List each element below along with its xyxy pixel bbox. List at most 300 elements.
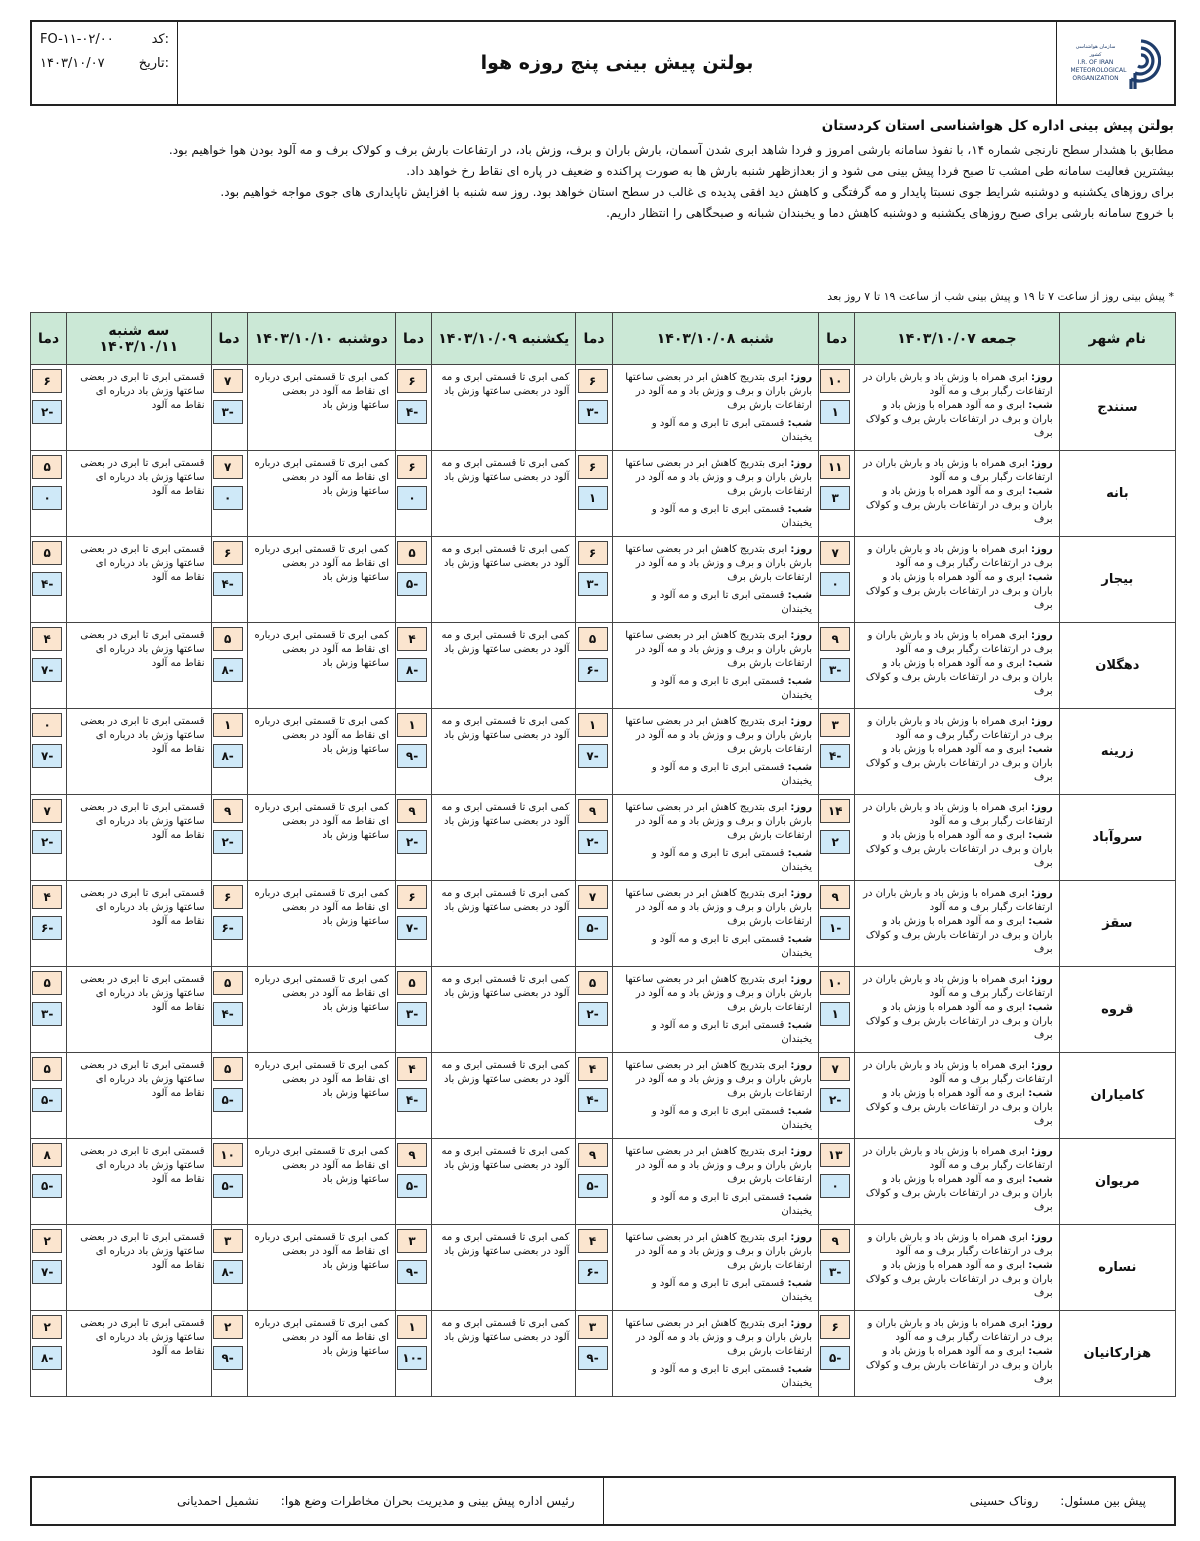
night-label: شب:	[787, 676, 813, 687]
temp-cell	[395, 795, 431, 881]
temp-cell	[819, 1311, 855, 1397]
night-text: ابری و مه آلود همراه با وزش باد و باران و برف در ارتفاعات بارش برف و کولاک برف	[865, 400, 1053, 439]
min-temp: -۴	[397, 400, 427, 424]
max-temp: ۳	[397, 1229, 427, 1253]
night-label: شب:	[1028, 486, 1053, 497]
max-temp: ۶	[578, 369, 608, 393]
night-label: شب:	[1028, 572, 1053, 583]
night-forecast	[619, 847, 813, 875]
night-label: شب:	[1028, 830, 1053, 841]
max-temp: ۷	[213, 369, 243, 393]
temp-column-header: دما	[819, 313, 855, 365]
max-temp: ۹	[213, 799, 243, 823]
forecast-table	[30, 312, 1176, 1397]
forecast-cell: کمی ابری تا قسمتی ابری و مه آلود در بعضی ساعتها وزش باد	[432, 1311, 576, 1397]
max-temp: ۲	[32, 1229, 62, 1253]
max-temp: ۹	[820, 1229, 850, 1253]
forecast-cell	[855, 967, 1060, 1053]
max-temp: ۱۰	[213, 1143, 243, 1167]
forecast-table-body	[31, 365, 1176, 1397]
max-temp: ۶	[397, 369, 427, 393]
max-temp: ۷	[213, 455, 243, 479]
day-label: روز:	[1030, 802, 1053, 813]
day-label: روز:	[790, 1318, 813, 1329]
day-label: روز:	[1030, 888, 1053, 899]
min-temp: -۵	[578, 916, 608, 940]
temp-column-header: دما	[211, 313, 247, 365]
city-name: مریوان	[1059, 1139, 1175, 1225]
day-forecast	[861, 1231, 1053, 1259]
forecast-cell	[855, 1225, 1060, 1311]
day-column-header: جمعه ۱۴۰۳/۱۰/۰۷	[855, 313, 1060, 365]
city-name: سنندج	[1059, 365, 1175, 451]
temp-cell	[31, 623, 67, 709]
night-forecast	[861, 915, 1053, 957]
day-forecast	[861, 801, 1053, 829]
max-temp: ۱۰	[820, 971, 850, 995]
forecast-cell: کمی ابری تا قسمتی ابری و مه آلود در بعضی ساعتها وزش باد	[432, 451, 576, 537]
night-text: قسمتی ابری تا ابری و مه آلود و یخبندان	[651, 590, 813, 615]
night-forecast	[861, 829, 1053, 871]
max-temp: ۹	[578, 1143, 608, 1167]
signature-footer	[30, 1476, 1176, 1526]
max-temp: ۶	[820, 1315, 850, 1339]
max-temp: ۶	[213, 541, 243, 565]
day-label: روز:	[1030, 372, 1053, 383]
max-temp: ۴	[397, 627, 427, 651]
temp-cell	[576, 623, 612, 709]
day-text: ابری بتدریج کاهش ابر در بعضی ساعتها بارش باران و برف و وزش باد و مه آلود در ارتفاعات بارش برف	[625, 802, 813, 841]
max-temp: ۹	[820, 627, 850, 651]
temp-cell	[576, 451, 612, 537]
day-label: روز:	[790, 544, 813, 555]
max-temp: ۷	[820, 541, 850, 565]
min-temp: -۲	[578, 1002, 608, 1026]
forecast-cell: قسمتی ابری تا ابری در بعضی ساعتها وزش باد درباره ای نقاط مه آلود	[67, 881, 211, 967]
temp-cell	[819, 967, 855, 1053]
day-text: ابری بتدریج کاهش ابر در بعضی ساعتها بارش باران و برف و وزش باد و مه آلود در ارتفاعات بارش برف	[625, 888, 813, 927]
night-label: شب:	[1028, 744, 1053, 755]
head-name: نشمیل احمدیانی	[176, 1494, 259, 1508]
day-forecast	[861, 629, 1053, 657]
min-temp: -۶	[213, 916, 243, 940]
night-label: شب:	[1028, 400, 1053, 411]
min-temp: -۴	[820, 744, 850, 768]
code-label: کد:	[151, 32, 169, 47]
day-forecast	[619, 715, 813, 757]
min-temp: -۶	[578, 1260, 608, 1284]
temp-cell	[31, 451, 67, 537]
table-row	[31, 365, 1176, 451]
night-forecast	[861, 1087, 1053, 1129]
night-label: شب:	[1028, 1346, 1053, 1357]
min-temp: ۲	[820, 830, 850, 854]
min-temp: -۱	[820, 916, 850, 940]
day-text: ابری بتدریج کاهش ابر در بعضی ساعتها بارش باران و برف و وزش باد و مه آلود در ارتفاعات بارش برف	[625, 372, 813, 411]
temp-cell	[576, 1139, 612, 1225]
temp-cell	[819, 709, 855, 795]
day-forecast	[619, 801, 813, 843]
night-forecast	[619, 589, 813, 617]
night-text: ابری و مه آلود همراه با وزش باد و باران و برف در ارتفاعات بارش برف و کولاک برف	[865, 1174, 1053, 1213]
intro-section	[40, 118, 1174, 224]
night-forecast	[861, 743, 1053, 785]
max-temp: ۵	[32, 541, 62, 565]
min-temp: -۶	[32, 916, 62, 940]
night-text: قسمتی ابری تا ابری و مه آلود و یخبندان	[651, 762, 813, 787]
forecast-cell	[612, 1053, 819, 1139]
min-temp: -۳	[32, 1002, 62, 1026]
max-temp: ۳	[213, 1229, 243, 1253]
min-temp: -۲	[578, 830, 608, 854]
max-temp: ۷	[32, 799, 62, 823]
day-forecast	[619, 1145, 813, 1187]
night-text: قسمتی ابری تا ابری و مه آلود و یخبندان	[651, 676, 813, 701]
night-text: قسمتی ابری تا ابری و مه آلود و یخبندان	[651, 1020, 813, 1045]
day-forecast	[619, 1059, 813, 1101]
forecast-cell: کمی ابری تا قسمتی ابری درباره ای نقاط مه آلود در بعضی ساعتها وزش باد	[247, 1225, 395, 1311]
temp-cell	[395, 1311, 431, 1397]
max-temp: ۹	[397, 1143, 427, 1167]
min-temp: -۶	[578, 658, 608, 682]
day-text: ابری همراه با وزش باد و بارش باران و برف در ارتفاعات رگبار برف و مه آلود	[867, 716, 1053, 741]
temp-cell	[576, 365, 612, 451]
night-forecast	[619, 1191, 813, 1219]
forecast-cell: کمی ابری تا قسمتی ابری و مه آلود در بعضی ساعتها وزش باد	[432, 881, 576, 967]
night-forecast	[619, 1277, 813, 1305]
max-temp: ۵	[213, 627, 243, 651]
day-label: روز:	[1030, 974, 1053, 985]
temp-cell	[211, 709, 247, 795]
temp-cell	[395, 1225, 431, 1311]
logo-line: I.R. OF IRAN	[1077, 59, 1114, 66]
day-text: ابری بتدریج کاهش ابر در بعضی ساعتها بارش باران و برف و وزش باد و مه آلود در ارتفاعات بارش برف	[625, 1146, 813, 1185]
min-temp: -۵	[32, 1088, 62, 1112]
forecast-cell	[612, 1311, 819, 1397]
forecast-cell: کمی ابری تا قسمتی ابری درباره ای نقاط مه آلود در بعضی ساعتها وزش باد	[247, 537, 395, 623]
night-text: ابری و مه آلود همراه با وزش باد و باران و برف در ارتفاعات بارش برف و کولاک برف	[865, 916, 1053, 955]
temp-cell	[395, 1139, 431, 1225]
city-name: کامیاران	[1059, 1053, 1175, 1139]
temp-cell	[395, 881, 431, 967]
city-name: هزارکانیان	[1059, 1311, 1175, 1397]
temp-cell	[211, 537, 247, 623]
max-temp: ۷	[578, 885, 608, 909]
day-text: ابری همراه با وزش باد و بارش باران در ارتفاعات رگبار برف و مه آلود	[863, 802, 1053, 827]
city-name: سروآباد	[1059, 795, 1175, 881]
min-temp: -۹	[397, 1260, 427, 1284]
max-temp: ۱۳	[820, 1143, 850, 1167]
night-forecast	[619, 1019, 813, 1047]
temp-cell	[819, 1053, 855, 1139]
min-temp: -۹	[578, 1346, 608, 1370]
forecast-cell	[612, 537, 819, 623]
min-temp: -۲	[32, 830, 62, 854]
day-label: روز:	[1030, 458, 1053, 469]
min-temp: -۷	[32, 1260, 62, 1284]
forecast-cell: کمی ابری تا قسمتی ابری درباره ای نقاط مه آلود در بعضی ساعتها وزش باد	[247, 1053, 395, 1139]
forecast-cell	[612, 795, 819, 881]
day-forecast	[861, 1317, 1053, 1345]
table-row	[31, 537, 1176, 623]
city-name: بیجار	[1059, 537, 1175, 623]
min-temp: -۵	[213, 1174, 243, 1198]
min-temp: -۲	[213, 830, 243, 854]
temp-cell	[395, 537, 431, 623]
forecast-cell: قسمتی ابری تا ابری در بعضی ساعتها وزش باد درباره ای نقاط مه آلود	[67, 1139, 211, 1225]
night-forecast	[619, 503, 813, 531]
forecast-cell: کمی ابری تا قسمتی ابری و مه آلود در بعضی ساعتها وزش باد	[432, 1053, 576, 1139]
city-name: سقز	[1059, 881, 1175, 967]
min-temp: -۸	[397, 658, 427, 682]
night-forecast	[861, 657, 1053, 699]
min-temp: -۵	[32, 1174, 62, 1198]
min-temp: -۲	[820, 1088, 850, 1112]
temp-cell	[395, 967, 431, 1053]
max-temp: ۶	[397, 455, 427, 479]
forecast-cell	[855, 1311, 1060, 1397]
min-temp: -۸	[213, 1260, 243, 1284]
max-temp: ۶	[32, 369, 62, 393]
night-text: قسمتی ابری تا ابری و مه آلود و یخبندان	[651, 418, 813, 443]
logo-text	[1070, 43, 1127, 83]
temp-cell	[211, 1139, 247, 1225]
night-label: شب:	[787, 1106, 813, 1117]
day-label: روز:	[1030, 1060, 1053, 1071]
day-text: ابری همراه با وزش باد و بارش باران و برف در ارتفاعات رگبار برف و مه آلود	[867, 1232, 1053, 1257]
day-label: روز:	[1030, 544, 1053, 555]
city-column-header: نام شهر	[1059, 313, 1175, 365]
day-text: ابری بتدریج کاهش ابر در بعضی ساعتها بارش باران و برف و وزش باد و مه آلود در ارتفاعات بارش برف	[625, 1318, 813, 1357]
min-temp: -۸	[213, 744, 243, 768]
day-forecast	[619, 543, 813, 585]
max-temp: ۱	[578, 713, 608, 737]
night-text: قسمتی ابری تا ابری و مه آلود و یخبندان	[651, 1278, 813, 1303]
logo-line: METEOROLOGICAL	[1070, 67, 1127, 74]
day-label: روز:	[790, 1146, 813, 1157]
night-label: شب:	[787, 504, 813, 515]
temp-cell	[576, 1053, 612, 1139]
min-temp: ۱	[578, 486, 608, 510]
min-temp: -۵	[397, 1174, 427, 1198]
night-text: ابری و مه آلود همراه با وزش باد و باران و برف در ارتفاعات بارش برف و کولاک برف	[865, 1260, 1053, 1299]
day-label: روز:	[790, 716, 813, 727]
forecast-time-note: * پیش بینی روز از ساعت ۷ تا ۱۹ و پیش بینی شب از ساعت ۱۹ تا ۷ روز بعد	[827, 290, 1174, 303]
day-label: روز:	[790, 1232, 813, 1243]
night-forecast	[619, 761, 813, 789]
forecast-cell	[612, 1139, 819, 1225]
min-temp: -۲	[397, 830, 427, 854]
day-forecast	[619, 457, 813, 499]
night-label: شب:	[787, 762, 813, 773]
forecast-cell: کمی ابری تا قسمتی ابری و مه آلود در بعضی ساعتها وزش باد	[432, 1225, 576, 1311]
day-forecast	[619, 887, 813, 929]
forecast-cell: کمی ابری تا قسمتی ابری درباره ای نقاط مه آلود در بعضی ساعتها وزش باد	[247, 623, 395, 709]
night-text: ابری و مه آلود همراه با وزش باد و باران و برف در ارتفاعات بارش برف و کولاک برف	[865, 1346, 1053, 1385]
temp-cell	[211, 623, 247, 709]
min-temp: -۷	[32, 744, 62, 768]
forecast-cell	[855, 1139, 1060, 1225]
day-label: روز:	[790, 888, 813, 899]
min-temp: -۷	[397, 916, 427, 940]
max-temp: ۵	[213, 1057, 243, 1081]
temp-cell	[31, 365, 67, 451]
max-temp: ۵	[32, 455, 62, 479]
min-temp: -۱۰	[397, 1346, 427, 1370]
min-temp: ۰	[32, 486, 62, 510]
date-value: ۱۴۰۳/۱۰/۰۷	[40, 56, 105, 71]
forecast-cell: کمی ابری تا قسمتی ابری درباره ای نقاط مه آلود در بعضی ساعتها وزش باد	[247, 1139, 395, 1225]
table-row	[31, 1311, 1176, 1397]
max-temp: ۹	[578, 799, 608, 823]
max-temp: ۲	[32, 1315, 62, 1339]
night-label: شب:	[787, 1278, 813, 1289]
day-label: روز:	[790, 974, 813, 985]
min-temp: -۵	[578, 1174, 608, 1198]
temp-cell	[576, 537, 612, 623]
night-label: شب:	[1028, 1260, 1053, 1271]
day-label: روز:	[1030, 630, 1053, 641]
day-forecast	[861, 371, 1053, 399]
forecast-cell	[612, 1225, 819, 1311]
city-name: دهگلان	[1059, 623, 1175, 709]
day-text: ابری همراه با وزش باد و بارش باران و برف در ارتفاعات رگبار برف و مه آلود	[867, 1318, 1053, 1343]
min-temp: -۴	[32, 572, 62, 596]
day-label: روز:	[1030, 1146, 1053, 1157]
day-text: ابری بتدریج کاهش ابر در بعضی ساعتها بارش باران و برف و وزش باد و مه آلود در ارتفاعات بارش برف	[625, 1060, 813, 1099]
intro-paragraph: مطابق با هشدار سطح نارنجی شماره ۱۴، با نفوذ سامانه بارشی امروز و فردا شاهد ابری شدن آسمان، بارش باران و برف، وزش باد، در ارتفاعات بارش برف و کولاک برف و مه آلود بودن هوا خواهیم بود.	[168, 143, 1174, 157]
temp-cell	[31, 537, 67, 623]
temp-cell	[395, 451, 431, 537]
night-text: قسمتی ابری تا ابری و مه آلود و یخبندان	[651, 848, 813, 873]
night-label: شب:	[1028, 916, 1053, 927]
temp-cell	[31, 881, 67, 967]
temp-cell	[576, 1225, 612, 1311]
temp-cell	[819, 623, 855, 709]
max-temp: ۱۰	[820, 369, 850, 393]
forecast-cell	[612, 881, 819, 967]
day-forecast	[619, 973, 813, 1015]
day-label: روز:	[1030, 716, 1053, 727]
forecast-cell: قسمتی ابری تا ابری در بعضی ساعتها وزش باد درباره ای نقاط مه آلود	[67, 451, 211, 537]
min-temp: -۲	[32, 400, 62, 424]
table-row	[31, 623, 1176, 709]
min-temp: -۴	[578, 1088, 608, 1112]
night-forecast	[861, 1345, 1053, 1387]
forecast-cell	[855, 1053, 1060, 1139]
max-temp: ۵	[578, 971, 608, 995]
table-row	[31, 967, 1176, 1053]
day-label: روز:	[1030, 1318, 1053, 1329]
head-cell	[32, 1478, 604, 1524]
min-temp: -۴	[213, 572, 243, 596]
day-text: ابری همراه با وزش باد و بارش باران در ارتفاعات رگبار برف و مه آلود	[863, 1060, 1053, 1085]
forecast-cell	[855, 795, 1060, 881]
min-temp: ۱	[820, 1002, 850, 1026]
night-text: ابری و مه آلود همراه با وزش باد و باران و برف در ارتفاعات بارش برف و کولاک برف	[865, 744, 1053, 783]
forecast-cell: کمی ابری تا قسمتی ابری درباره ای نقاط مه آلود در بعضی ساعتها وزش باد	[247, 365, 395, 451]
night-forecast	[619, 675, 813, 703]
intro-heading: بولتن پیش بینی اداره کل هواشناسی استان کردستان	[821, 118, 1174, 134]
day-forecast	[861, 887, 1053, 915]
night-label: شب:	[787, 418, 813, 429]
table-row	[31, 795, 1176, 881]
night-forecast	[619, 417, 813, 445]
day-column-header: سه شنبه ۱۴۰۳/۱۰/۱۱	[67, 313, 211, 365]
temp-cell	[819, 1225, 855, 1311]
max-temp: ۱۴	[820, 799, 850, 823]
day-column-header: یکشنبه ۱۴۰۳/۱۰/۰۹	[432, 313, 576, 365]
temp-cell	[576, 795, 612, 881]
temp-cell	[31, 795, 67, 881]
min-temp: -۴	[397, 1088, 427, 1112]
max-temp: ۶	[213, 885, 243, 909]
forecast-cell	[612, 623, 819, 709]
intro-paragraph: بیشترین فعالیت سامانه طی امشب تا صبح فردا پیش بینی می شود و از بعدازظهر شنبه بارش ها به صورت پراکنده و ضعیف در پاره ای نقاط رخ خواهد داد.	[406, 164, 1174, 178]
day-text: ابری بتدریج کاهش ابر در بعضی ساعتها بارش باران و برف و وزش باد و مه آلود در ارتفاعات بارش برف	[625, 544, 813, 583]
code-value: FO-۱۱-۰۲/۰۰	[40, 32, 114, 47]
forecast-cell: قسمتی ابری تا ابری در بعضی ساعتها وزش باد درباره ای نقاط مه آلود	[67, 1311, 211, 1397]
forecast-cell: کمی ابری تا قسمتی ابری درباره ای نقاط مه آلود در بعضی ساعتها وزش باد	[247, 1311, 395, 1397]
min-temp: -۷	[32, 658, 62, 682]
forecast-cell	[855, 451, 1060, 537]
max-temp: ۰	[32, 713, 62, 737]
min-temp: -۳	[578, 400, 608, 424]
night-forecast	[619, 933, 813, 961]
forecast-cell: قسمتی ابری تا ابری در بعضی ساعتها وزش باد درباره ای نقاط مه آلود	[67, 967, 211, 1053]
day-text: ابری بتدریج کاهش ابر در بعضی ساعتها بارش باران و برف و وزش باد و مه آلود در ارتفاعات بارش برف	[625, 630, 813, 669]
night-text: قسمتی ابری تا ابری و مه آلود و یخبندان	[651, 1364, 813, 1389]
day-column-header: شنبه ۱۴۰۳/۱۰/۰۸	[612, 313, 819, 365]
max-temp: ۵	[397, 541, 427, 565]
max-temp: ۴	[32, 627, 62, 651]
day-text: ابری همراه با وزش باد و بارش باران در ارتفاعات رگبار برف و مه آلود	[863, 372, 1053, 397]
temp-cell	[211, 1053, 247, 1139]
min-temp: -۸	[213, 658, 243, 682]
temp-cell	[395, 365, 431, 451]
table-row	[31, 451, 1176, 537]
night-text: ابری و مه آلود همراه با وزش باد و باران و برف در ارتفاعات بارش برف و کولاک برف	[865, 830, 1053, 869]
spiral-icon	[1121, 35, 1161, 91]
day-forecast	[861, 1145, 1053, 1173]
forecast-cell: کمی ابری تا قسمتی ابری و مه آلود در بعضی ساعتها وزش باد	[432, 623, 576, 709]
temp-cell	[819, 795, 855, 881]
night-forecast	[861, 1173, 1053, 1215]
forecaster-cell	[604, 1478, 1175, 1524]
forecast-cell	[855, 709, 1060, 795]
forecast-cell: قسمتی ابری تا ابری در بعضی ساعتها وزش باد درباره ای نقاط مه آلود	[67, 537, 211, 623]
temp-cell	[211, 967, 247, 1053]
night-text: قسمتی ابری تا ابری و مه آلود و یخبندان	[651, 504, 813, 529]
forecast-cell: قسمتی ابری تا ابری در بعضی ساعتها وزش باد درباره ای نقاط مه آلود	[67, 1053, 211, 1139]
min-temp: -۳	[397, 1002, 427, 1026]
intro-paragraph: با خروج سامانه بارشی برای صبح روزهای یکشنبه و دوشنبه کاهش دما و یخبندان شبانه و صبحگاهی را انتظار داریم.	[606, 206, 1174, 220]
temp-cell	[211, 795, 247, 881]
forecast-cell: قسمتی ابری تا ابری در بعضی ساعتها وزش باد درباره ای نقاط مه آلود	[67, 1225, 211, 1311]
day-text: ابری بتدریج کاهش ابر در بعضی ساعتها بارش باران و برف و وزش باد و مه آلود در ارتفاعات بارش برف	[625, 716, 813, 755]
night-text: ابری و مه آلود همراه با وزش باد و باران و برف در ارتفاعات بارش برف و کولاک برف	[865, 572, 1053, 611]
forecast-cell: کمی ابری تا قسمتی ابری و مه آلود در بعضی ساعتها وزش باد	[432, 795, 576, 881]
temp-cell	[211, 1311, 247, 1397]
night-text: قسمتی ابری تا ابری و مه آلود و یخبندان	[651, 1106, 813, 1131]
night-label: شب:	[787, 848, 813, 859]
night-label: شب:	[1028, 1002, 1053, 1013]
temp-cell	[576, 709, 612, 795]
night-forecast	[619, 1363, 813, 1391]
min-temp: -۴	[213, 1002, 243, 1026]
temp-cell	[211, 881, 247, 967]
forecast-cell: کمی ابری تا قسمتی ابری درباره ای نقاط مه آلود در بعضی ساعتها وزش باد	[247, 451, 395, 537]
